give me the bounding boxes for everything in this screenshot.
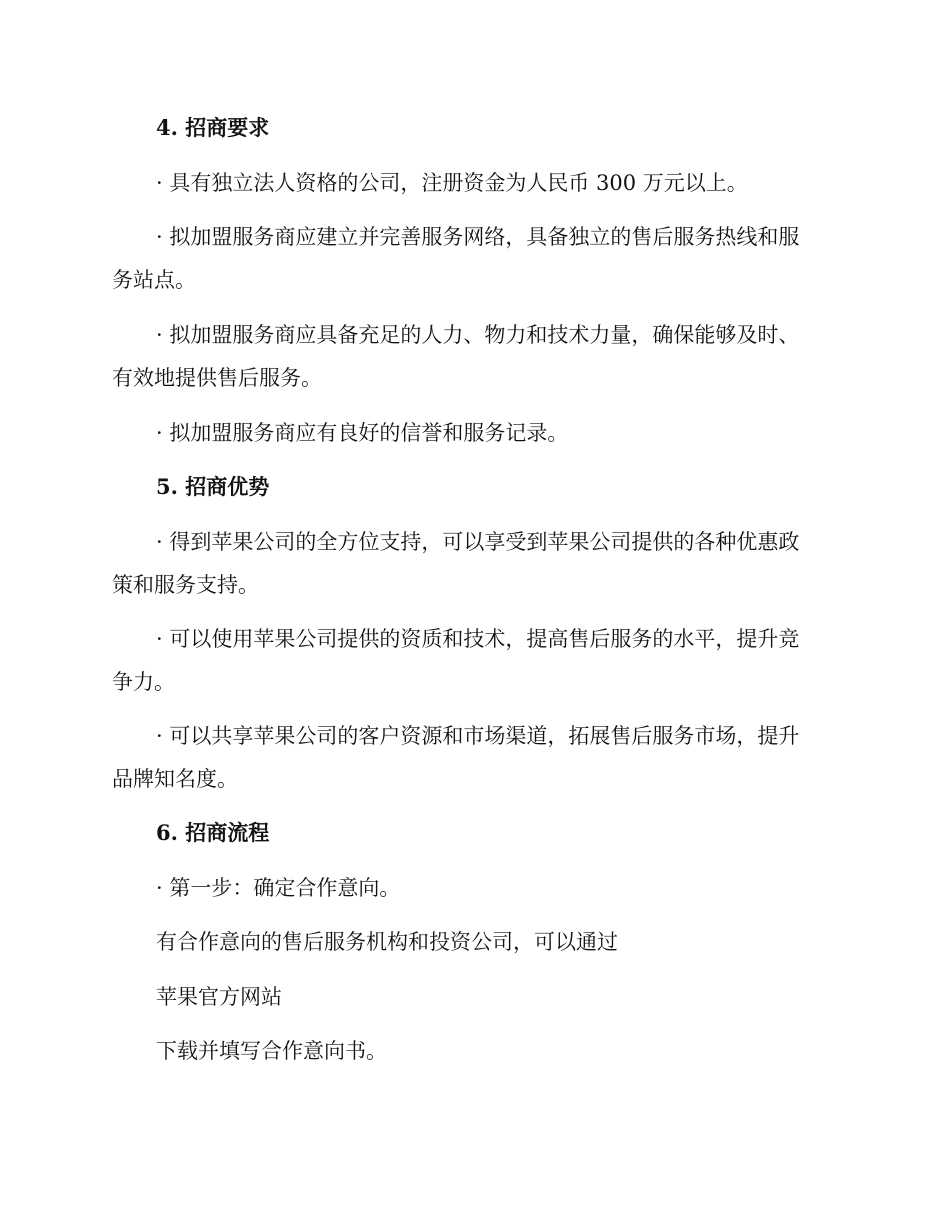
requirement-item-2-cont: 务站点。: [112, 268, 196, 292]
advantage-item-3: · 可以共享苹果公司的客户资源和市场渠道，拓展售后服务市场，提升: [156, 724, 800, 748]
process-step-1: · 第一步：确定合作意向。: [156, 876, 401, 900]
process-paragraph-1: 有合作意向的售后服务机构和投资公司，可以通过: [156, 930, 618, 954]
requirement-item-4: · 拟加盟服务商应有良好的信誉和服务记录。: [156, 421, 569, 445]
section-heading-advantages: 5. 招商优势: [156, 474, 270, 499]
requirement-item-3: · 拟加盟服务商应具备充足的人力、物力和技术力量，确保能够及时、: [156, 323, 800, 347]
requirement-item-3-cont: 有效地提供售后服务。: [112, 366, 322, 390]
advantage-item-1: · 得到苹果公司的全方位支持，可以享受到苹果公司提供的各种优惠政: [156, 530, 800, 554]
process-paragraph-3: 下载并填写合作意向书。: [156, 1039, 387, 1063]
section-heading-requirements: 4. 招商要求: [156, 115, 270, 140]
requirement-item-1: · 具有独立法人资格的公司，注册资金为人民币 300 万元以上。: [156, 171, 748, 195]
advantage-item-2-cont: 争力。: [112, 670, 175, 694]
advantage-item-2: · 可以使用苹果公司提供的资质和技术，提高售后服务的水平，提升竞: [156, 627, 800, 651]
process-paragraph-2: 苹果官方网站: [156, 985, 282, 1009]
advantage-item-3-cont: 品牌知名度。: [112, 767, 238, 791]
requirement-item-2: · 拟加盟服务商应建立并完善服务网络，具备独立的售后服务热线和服: [156, 225, 800, 249]
advantage-item-1-cont: 策和服务支持。: [112, 573, 259, 597]
section-heading-process: 6. 招商流程: [156, 820, 270, 845]
